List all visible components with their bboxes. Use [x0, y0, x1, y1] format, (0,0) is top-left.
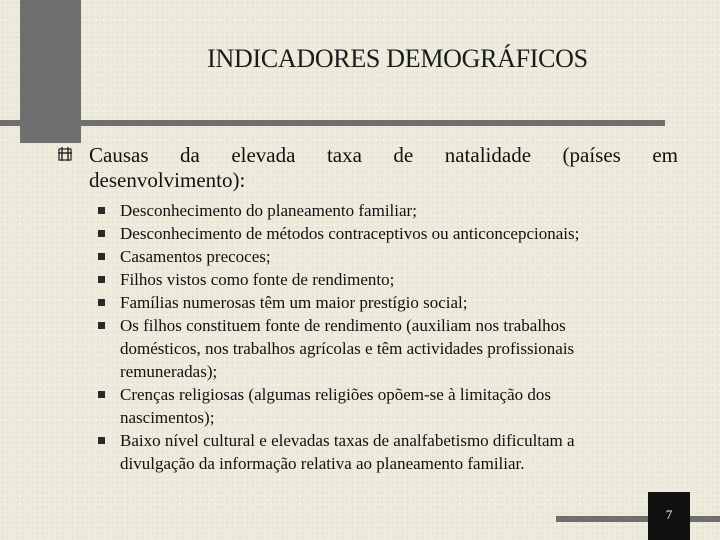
square-bullet-icon	[98, 207, 105, 214]
page-number: 7	[665, 507, 673, 522]
square-bullet-icon	[98, 437, 105, 444]
list-item-line: Famílias numerosas têm um maior prestígio social;	[120, 293, 468, 312]
list-item-text	[120, 245, 665, 268]
slide-title: INDICADORES DEMOGRÁFICOS	[207, 44, 588, 73]
square-bullet-icon	[98, 230, 105, 237]
list-item-line: Crenças religiosas (algumas religiões opõem-se à limitação dos	[120, 385, 552, 404]
square-bullet-icon	[98, 253, 105, 260]
list-item-line: Os filhos constituem fonte de rendimento (auxiliam nos trabalhos	[120, 316, 566, 335]
square-bullet-icon	[98, 322, 105, 329]
list-item-text	[120, 291, 665, 314]
list-item-line: domésticos, nos trabalhos agrícolas e têm actividades profissionais	[120, 339, 575, 358]
list-item-text	[120, 268, 665, 291]
main-point-line-1: Causas da elevada taxa de natalidade (países em	[89, 143, 678, 167]
list-item-line: remuneradas);	[120, 362, 218, 381]
list-item-text	[120, 429, 665, 475]
main-point	[89, 143, 678, 193]
list-item-line: Baixo nível cultural e elevadas taxas de analfabetismo dificultam a	[120, 431, 575, 450]
main-bullet-icon	[58, 147, 72, 161]
list-item-line: divulgação da informação relativa ao planeamento familiar.	[120, 454, 525, 473]
list-item-text	[120, 222, 665, 245]
list-item-text	[120, 199, 665, 222]
list-item-text	[120, 383, 665, 429]
square-bullet-icon	[98, 276, 105, 283]
square-bullet-icon	[98, 391, 105, 398]
list-item-text	[120, 314, 665, 383]
list-item-line: Casamentos precoces;	[120, 247, 271, 266]
list-item-line: Filhos vistos como fonte de rendimento;	[120, 270, 395, 289]
main-point-line-2: desenvolvimento):	[89, 168, 246, 192]
list-item-line: nascimentos);	[120, 408, 215, 427]
square-bullet-icon	[98, 299, 105, 306]
list-item-line: Desconhecimento do planeamento familiar;	[120, 201, 417, 220]
decorative-bottom-line	[556, 516, 720, 522]
list-item-line: Desconhecimento de métodos contraceptivos ou anticoncepcionais;	[120, 224, 580, 243]
